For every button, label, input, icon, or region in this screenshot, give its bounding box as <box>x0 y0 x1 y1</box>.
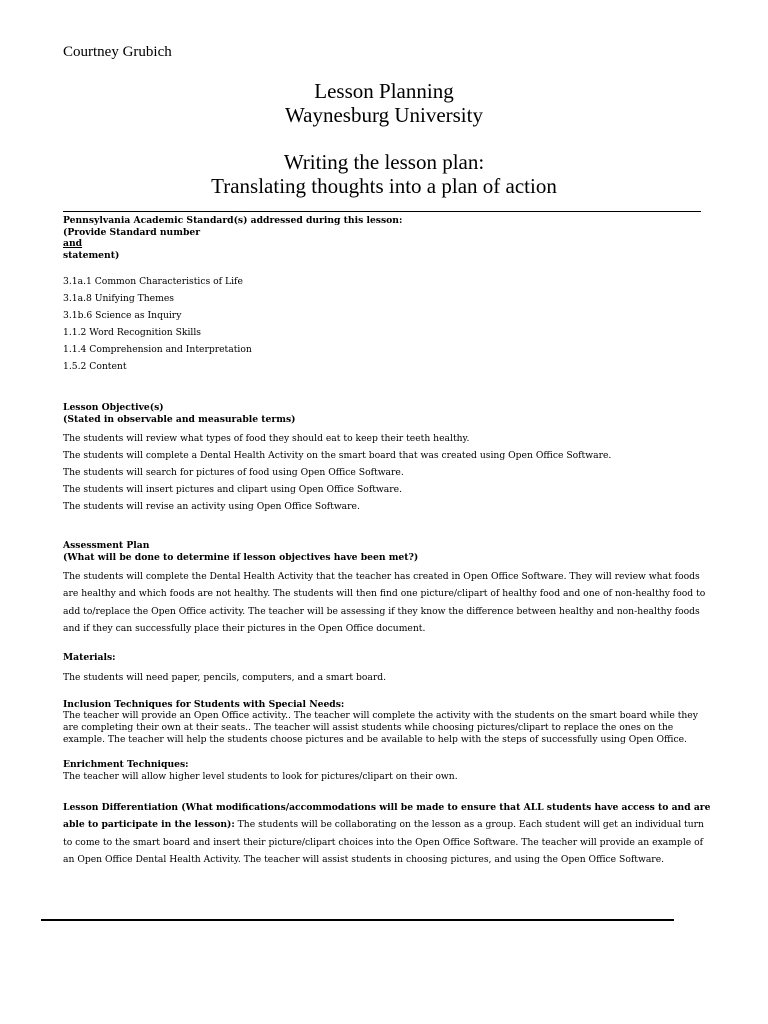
title-line-3: Writing the lesson plan: <box>283 150 485 174</box>
materials-text: The students will need paper, pencils, computers, and a smart board. <box>63 672 387 684</box>
list-item: The students will revise an activity using Open Office Software. <box>63 501 360 512</box>
title-line-1: Lesson Planning <box>314 79 454 103</box>
objectives-heading: Lesson Objective(s) (Stated in observable and measurable terms) <box>63 402 296 425</box>
inclusion-text: The teacher will provide an Open Office activity.. The teacher will complete the activity with the students on the smart board while they are completing their own at their seats.. The teacher will assist students while choosing pictures/clipart to replace the ones on the example. The teacher will help the students choose pictures and be available to help with the steps of successfully using Open Office. <box>63 710 698 745</box>
list-item: 1.1.4 Comprehension and Interpretation <box>63 344 252 355</box>
standards-heading: Pennsylvania Academic Standard(s) addressed during this lesson: (Provide Standard number and statement) <box>63 215 403 261</box>
top-divider <box>63 211 701 212</box>
bottom-divider <box>41 919 674 921</box>
differentiation-text: The students will be collaborating on the lesson as a group. Each student will get an individual turn to come to the smart board and insert their picture/clipart choices into the Open Office Software. The teacher will provide an example of an Open Office Dental Health Activity. The teacher will assist students in choosing pictures, and using the Open Office Software. <box>63 819 704 865</box>
enrichment-text: The teacher will allow higher level students to look for pictures/clipart on their own. <box>63 770 458 782</box>
assessment-heading: Assessment Plan (What will be done to determine if lesson objectives have been met?) <box>63 540 419 563</box>
list-item: 1.1.2 Word Recognition Skills <box>63 327 202 338</box>
title-line-4: Translating thoughts into a plan of action <box>211 174 557 198</box>
author-name: Courtney Grubich <box>63 44 172 60</box>
assessment-text: The students will complete the Dental Health Activity that the teacher has created in Open Office Software. They will review what foods are healthy and which foods are not healthy. The students will then find one picture/clipart of healthy food and one of non-healthy food to add to/replace the Open Office activity. The teacher will be assessing if they know the difference between healthy and non-healthy foods and if they can successfully place their pictures in the Open Office document. <box>63 571 706 635</box>
list-item: 3.1a.1 Common Characteristics of Life <box>63 276 243 287</box>
list-item: 1.5.2 Content <box>63 361 127 372</box>
document-title <box>0 79 768 198</box>
list-item: The students will review what types of food they should eat to keep their teeth healthy. <box>63 433 470 444</box>
standards-list <box>63 273 713 375</box>
materials-heading: Materials: <box>63 651 116 663</box>
list-item: 3.1a.8 Unifying Themes <box>63 293 174 304</box>
list-item: The students will insert pictures and clipart using Open Office Software. <box>63 484 403 495</box>
lesson-plan-body <box>63 215 713 868</box>
inclusion-heading: Inclusion Techniques for Students with Special Needs: <box>63 698 345 710</box>
differentiation-heading: Lesson Differentiation (What modifications/accommodations will be made to ensure that ALL students have access to and are able to participate in the lesson): <box>63 801 711 831</box>
list-item: The students will search for pictures of food using Open Office Software. <box>63 467 404 478</box>
title-line-2: Waynesburg University <box>285 103 483 127</box>
list-item: The students will complete a Dental Health Activity on the smart board that was created using Open Office Software. <box>63 450 612 461</box>
differentiation-section <box>63 799 713 869</box>
enrichment-heading: Enrichment Techniques: <box>63 759 189 771</box>
objectives-list <box>63 430 713 515</box>
list-item: 3.1b.6 Science as Inquiry <box>63 310 182 321</box>
